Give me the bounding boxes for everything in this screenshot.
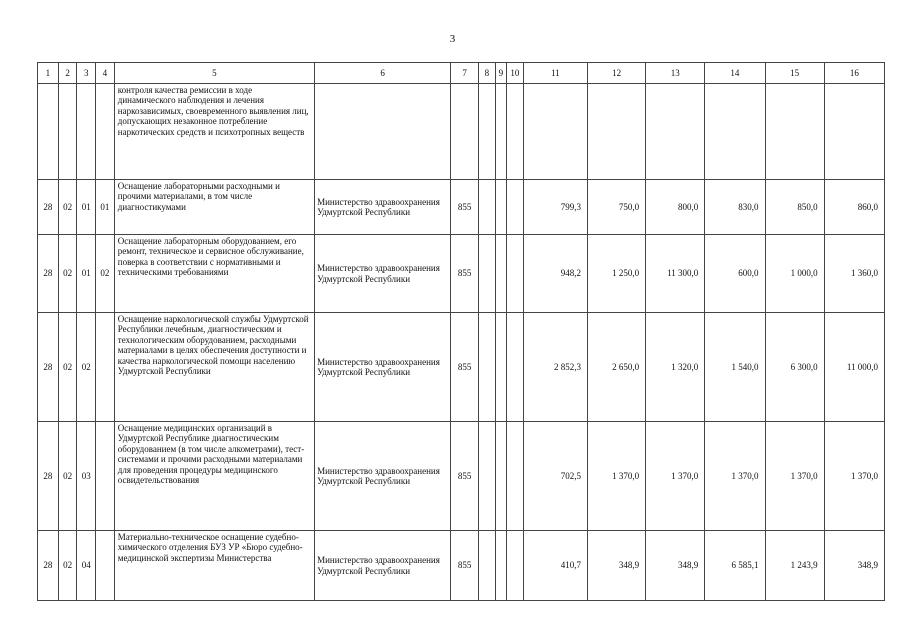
empty-cell — [479, 313, 496, 422]
responsible-organization: Министерство здравоохранения Удмуртской Республики — [315, 180, 451, 235]
amount-col-14: 6 585,1 — [705, 531, 765, 601]
amount-col-14 — [705, 84, 765, 180]
row-code-2: 02 — [58, 235, 77, 313]
amount-col-14: 830,0 — [705, 180, 765, 235]
responsible-organization: Министерство здравоохранения Удмуртской Республики — [315, 313, 451, 422]
empty-cell — [479, 84, 496, 180]
header-cell: 9 — [495, 63, 506, 84]
amount-col-14: 1 370,0 — [705, 422, 765, 531]
header-cell: 10 — [507, 63, 524, 84]
amount-col-12: 1 250,0 — [588, 235, 646, 313]
header-row — [38, 63, 885, 84]
responsible-organization: Министерство здравоохранения Удмуртской Республики — [315, 422, 451, 531]
row-code-2 — [58, 84, 77, 180]
responsible-organization: Министерство здравоохранения Удмуртской Республики — [315, 531, 451, 601]
table-row — [38, 531, 885, 601]
row-code-1 — [38, 84, 59, 180]
amount-col-16: 860,0 — [824, 180, 884, 235]
amount-col-13: 348,9 — [646, 531, 705, 601]
empty-cell — [507, 84, 524, 180]
header-cell: 1 — [38, 63, 59, 84]
amount-col-11: 702,5 — [523, 422, 587, 531]
amount-col-15: 1 243,9 — [765, 531, 824, 601]
table-row — [38, 84, 885, 180]
row-code-3: 01 — [77, 235, 96, 313]
amount-col-16: 11 000,0 — [824, 313, 884, 422]
empty-cell — [479, 531, 496, 601]
row-code-1: 28 — [38, 422, 59, 531]
amount-col-12: 1 370,0 — [588, 422, 646, 531]
amount-col-12 — [588, 84, 646, 180]
amount-col-12: 2 650,0 — [588, 313, 646, 422]
header-cell: 11 — [523, 63, 587, 84]
amount-col-14: 600,0 — [705, 235, 765, 313]
amount-col-16 — [824, 84, 884, 180]
grbs-code: 855 — [451, 422, 479, 531]
row-code-4 — [96, 313, 115, 422]
empty-cell — [507, 531, 524, 601]
row-code-2: 02 — [58, 180, 77, 235]
row-code-2: 02 — [58, 313, 77, 422]
amount-col-13: 800,0 — [646, 180, 705, 235]
row-code-1: 28 — [38, 531, 59, 601]
row-code-4 — [96, 531, 115, 601]
row-code-3 — [77, 84, 96, 180]
amount-col-16: 348,9 — [824, 531, 884, 601]
row-code-4: 01 — [96, 180, 115, 235]
row-code-1: 28 — [38, 180, 59, 235]
table-row — [38, 235, 885, 313]
grbs-code: 855 — [451, 235, 479, 313]
empty-cell — [507, 235, 524, 313]
header-cell: 13 — [646, 63, 705, 84]
row-code-4: 02 — [96, 235, 115, 313]
responsible-organization — [315, 84, 451, 180]
empty-cell — [507, 422, 524, 531]
amount-col-15: 1 000,0 — [765, 235, 824, 313]
empty-cell — [495, 84, 506, 180]
header-cell: 4 — [96, 63, 115, 84]
amount-col-11: 948,2 — [523, 235, 587, 313]
table-row — [38, 422, 885, 531]
amount-col-16: 1 360,0 — [824, 235, 884, 313]
header-cell: 3 — [77, 63, 96, 84]
empty-cell — [479, 235, 496, 313]
measure-description: Материально-техническое оснащение судебно- химического отделения БУЗ УР «Бюро судебно-медицинской экспертизы Министерства — [114, 531, 314, 601]
page-number: 3 — [449, 33, 456, 45]
header-cell: 12 — [588, 63, 646, 84]
amount-col-13 — [646, 84, 705, 180]
grbs-code: 855 — [451, 180, 479, 235]
amount-col-15: 1 370,0 — [765, 422, 824, 531]
grbs-code: 855 — [451, 313, 479, 422]
header-cell: 2 — [58, 63, 77, 84]
empty-cell — [495, 531, 506, 601]
amount-col-13: 1 370,0 — [646, 422, 705, 531]
row-code-2: 02 — [58, 531, 77, 601]
amount-col-11: 799,3 — [523, 180, 587, 235]
header-cell: 7 — [451, 63, 479, 84]
empty-cell — [495, 180, 506, 235]
row-code-1: 28 — [38, 313, 59, 422]
header-cell: 8 — [479, 63, 496, 84]
table-row — [38, 180, 885, 235]
row-code-1: 28 — [38, 235, 59, 313]
empty-cell — [495, 313, 506, 422]
empty-cell — [507, 180, 524, 235]
empty-cell — [495, 235, 506, 313]
amount-col-11: 410,7 — [523, 531, 587, 601]
amount-col-15 — [765, 84, 824, 180]
amount-col-15: 6 300,0 — [765, 313, 824, 422]
empty-cell — [495, 422, 506, 531]
header-cell: 6 — [315, 63, 451, 84]
row-code-3: 03 — [77, 422, 96, 531]
measure-description: контроля качества ремиссии в ходе динамического наблюдения и лечения наркозависимых, своевременного выявления лиц, допускающих незаконное потребление наркотических средств и психотропных веществ — [114, 84, 314, 180]
amount-col-12: 750,0 — [588, 180, 646, 235]
responsible-organization: Министерство здравоохранения Удмуртской Республики — [315, 235, 451, 313]
row-code-4 — [96, 422, 115, 531]
amount-col-13: 11 300,0 — [646, 235, 705, 313]
amount-col-14: 1 540,0 — [705, 313, 765, 422]
table-row — [38, 313, 885, 422]
row-code-3: 04 — [77, 531, 96, 601]
measure-description: Оснащение лабораторным оборудованием, его ремонт, техническое и сервисное обслуживание, поверка в соответствии с нормативными и техническими требованиями — [114, 235, 314, 313]
empty-cell — [507, 313, 524, 422]
grbs-code: 855 — [451, 531, 479, 601]
header-cell: 5 — [114, 63, 314, 84]
row-code-2: 02 — [58, 422, 77, 531]
measure-description: Оснащение лабораторными расходными и прочими материалами, в том числе диагностикумами — [114, 180, 314, 235]
header-cell: 16 — [824, 63, 884, 84]
header-cell: 14 — [705, 63, 765, 84]
empty-cell — [479, 180, 496, 235]
row-code-4 — [96, 84, 115, 180]
grbs-code — [451, 84, 479, 180]
amount-col-12: 348,9 — [588, 531, 646, 601]
measure-description: Оснащение наркологической службы Удмуртской Республики лечебным, диагностическим и технологическим оборудованием, расходными материалами в целях обеспечения доступности и качества наркологической помощи населению Удмуртской Республики — [114, 313, 314, 422]
empty-cell — [479, 422, 496, 531]
row-code-3: 02 — [77, 313, 96, 422]
measure-description: Оснащение медицинских организаций в Удмуртской Республике диагностическим оборудованием (в том числе алкометрами), тест-системами и прочими расходными материалами для проведения процедуры медицинского освидетельствования — [114, 422, 314, 531]
amount-col-16: 1 370,0 — [824, 422, 884, 531]
budget-table — [37, 62, 885, 601]
amount-col-15: 850,0 — [765, 180, 824, 235]
amount-col-11: 2 852,3 — [523, 313, 587, 422]
header-cell: 15 — [765, 63, 824, 84]
row-code-3: 01 — [77, 180, 96, 235]
amount-col-13: 1 320,0 — [646, 313, 705, 422]
amount-col-11 — [523, 84, 587, 180]
